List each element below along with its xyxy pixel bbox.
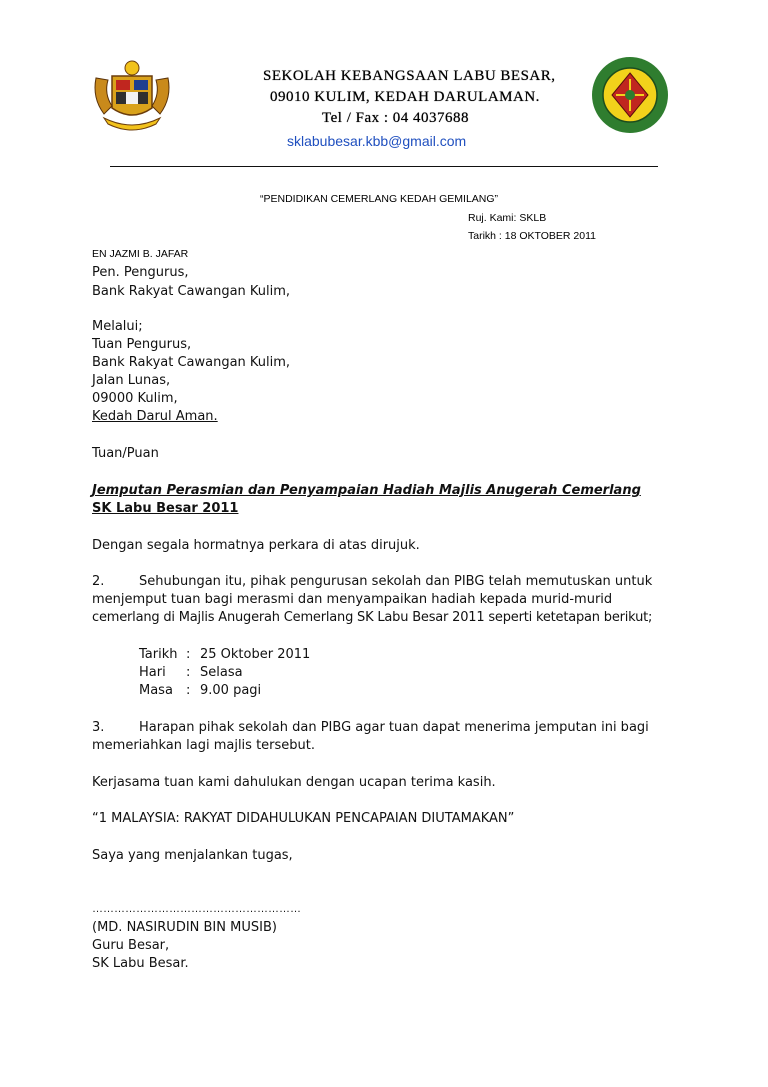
paragraph-3-line-1: Harapan pihak sekolah dan PIBG agar tuan dapat menerima jemputan ini bagi: [139, 720, 649, 735]
signatory-name: (MD. NASIRUDIN BIN MUSIB): [92, 920, 277, 935]
paragraph-2-number: 2.: [92, 574, 105, 589]
school-motto: “PENDIDIKAN CEMERLANG KEDAH GEMILANG”: [260, 193, 499, 205]
school-emblem-logo: [590, 55, 670, 135]
signatory-school: SK Labu Besar.: [92, 956, 189, 971]
paragraph-2-line-3: cemerlang di Majlis Anugerah Cemerlang SK Labu Besar 2011 seperti ketetapan berikut;: [92, 610, 653, 625]
paragraph-2-line-2: menjemput tuan bagi merasmi dan menyampaikan hadiah kepada murid-murid: [92, 592, 613, 607]
reference-number: Ruj. Kami: SKLB: [468, 212, 547, 224]
school-name: SEKOLAH KEBANGSAAN LABU BESAR,: [263, 68, 556, 84]
detail-label: Tarikh: [139, 647, 178, 662]
paragraph-3-number: 3.: [92, 720, 105, 735]
signatory-position: Guru Besar,: [92, 938, 170, 953]
detail-separator: :: [186, 683, 191, 698]
paragraph-2-line-1: Sehubungan itu, pihak pengurusan sekolah dan PIBG telah memutuskan untuk: [139, 574, 653, 589]
signature-line: …………………………………………………: [92, 903, 301, 915]
paragraph-1: Dengan segala hormatnya perkara di atas dirujuk.: [92, 538, 420, 553]
national-slogan: “1 MALAYSIA: RAKYAT DIDAHULUKAN PENCAPAIAN DIUTAMAKAN”: [92, 811, 515, 826]
detail-separator: :: [186, 665, 191, 680]
address-state: Kedah Darul Aman.: [92, 409, 218, 424]
closing-line: Saya yang menjalankan tugas,: [92, 848, 293, 863]
detail-value: 9.00 pagi: [200, 683, 262, 698]
subject-line-1: Jemputan Perasmian dan Penyampaian Hadiah Majlis Anugerah Cemerlang: [92, 483, 641, 498]
thanks-line: Kerjasama tuan kami dahulukan dengan ucapan terima kasih.: [92, 775, 496, 790]
detail-value: 25 Oktober 2011: [200, 647, 311, 662]
header-divider: [110, 166, 658, 167]
salutation: Tuan/Puan: [92, 446, 159, 461]
school-phone: Tel / Fax : 04 4037688: [322, 110, 470, 126]
detail-value: Selasa: [200, 665, 243, 680]
via-label: Melalui;: [92, 319, 143, 334]
school-address: 09010 KULIM, KEDAH DARULAMAN.: [270, 89, 540, 105]
recipient-name: EN JAZMI B. JAFAR: [92, 248, 189, 260]
detail-separator: :: [186, 647, 191, 662]
address-postcode: 09000 Kulim,: [92, 391, 178, 406]
address-street: Jalan Lunas,: [92, 373, 171, 388]
via-branch: Bank Rakyat Cawangan Kulim,: [92, 355, 291, 370]
detail-label: Masa: [139, 683, 173, 698]
via-title: Tuan Pengurus,: [92, 337, 192, 352]
paragraph-3-line-2: memeriahkan lagi majlis tersebut.: [92, 738, 315, 753]
recipient-branch: Bank Rakyat Cawangan Kulim,: [92, 284, 291, 299]
subject-line-2: SK Labu Besar 2011: [92, 501, 239, 516]
detail-label: Hari: [139, 665, 166, 680]
coat-of-arms-logo: [90, 58, 174, 136]
letter-date: Tarikh : 18 OKTOBER 2011: [468, 230, 597, 242]
recipient-title: Pen. Pengurus,: [92, 265, 189, 280]
school-email-link[interactable]: sklabubesar.kbb@gmail.com: [287, 133, 467, 149]
